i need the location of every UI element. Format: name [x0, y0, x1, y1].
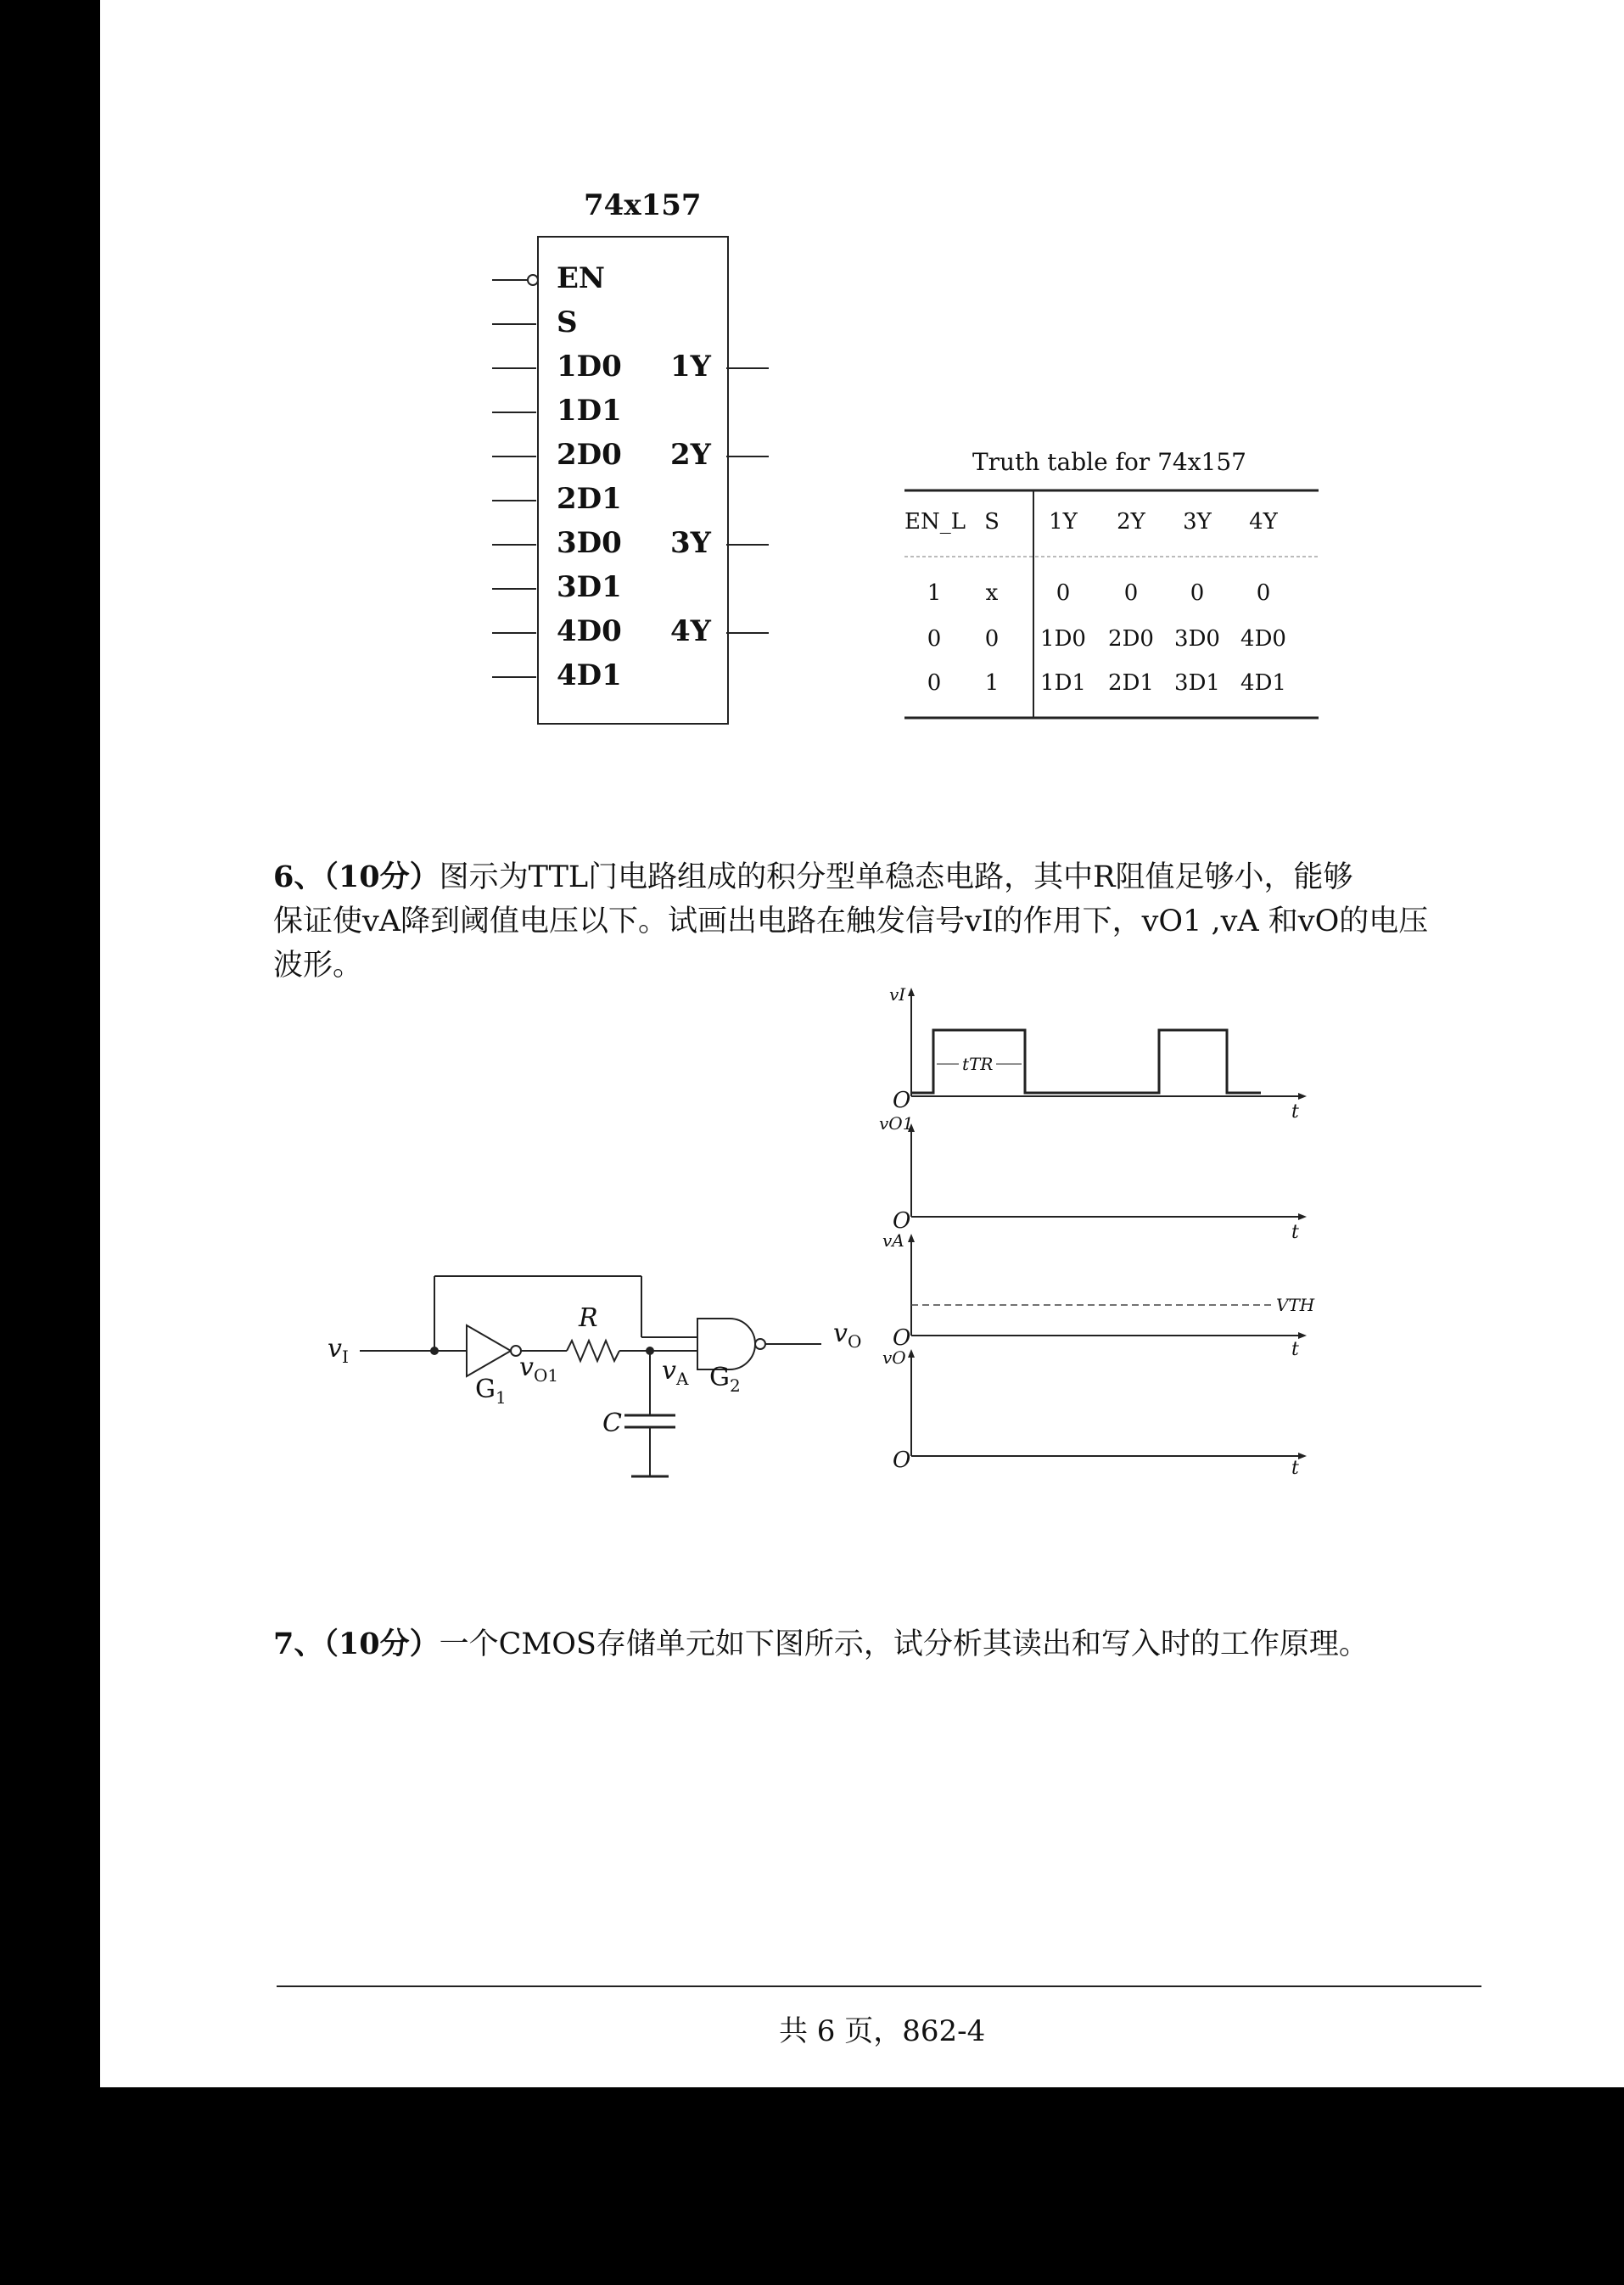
origin-label: O — [893, 1448, 911, 1473]
table-cell: 0 — [927, 670, 942, 696]
pulse-width-label: tTR — [962, 1054, 994, 1074]
table-cell: 1 — [927, 580, 942, 606]
exam-page — [100, 0, 1624, 2087]
pin-3d1: 3D1 — [557, 570, 622, 604]
pin-1d0: 1D0 — [557, 350, 622, 384]
origin-label: O — [893, 1325, 911, 1351]
question-number: 7、 — [273, 1627, 324, 1661]
pin-1d1: 1D1 — [557, 394, 622, 428]
origin-label: O — [893, 1208, 911, 1234]
label-va: $v_A$ — [662, 1356, 689, 1389]
threshold-label: VTH — [1276, 1295, 1315, 1315]
table-cell: 4D0 — [1240, 626, 1286, 652]
header-3y: 3Y — [1183, 509, 1212, 535]
chip-title: 74x157 — [584, 188, 702, 222]
question-text: 图示为TTL门电路组成的积分型单稳态电路，其中R阻值足够小，能够 — [439, 860, 1353, 894]
table-cell: 0 — [1256, 580, 1271, 606]
active-low-bubble-icon — [528, 275, 538, 285]
waveform-diagram — [874, 984, 1332, 1493]
pin-4d1: 4D1 — [557, 658, 622, 692]
footer-rule — [277, 1985, 1481, 1987]
table-cell: 0 — [984, 626, 1000, 652]
table-cell: 3D0 — [1174, 626, 1220, 652]
header-s: S — [984, 509, 1000, 535]
question-6 — [273, 855, 1478, 988]
origin-label: O — [893, 1088, 911, 1113]
label-r: R — [579, 1303, 598, 1333]
axis-label-t: t — [1291, 1101, 1299, 1123]
table-cell: 0 — [927, 626, 942, 652]
label-vi: $v_I$ — [328, 1334, 349, 1367]
table-cell: 1D0 — [1040, 626, 1086, 652]
table-cell: 1 — [984, 670, 1000, 696]
pin-3y: 3Y — [670, 526, 711, 560]
pin-4y: 4Y — [670, 614, 711, 648]
axis-label-va: vA — [882, 1230, 904, 1251]
pin-2y: 2Y — [670, 438, 711, 472]
inverter-icon — [467, 1325, 511, 1376]
table-cell: 0 — [1190, 580, 1205, 606]
pin-s: S — [557, 305, 578, 339]
table-cell: 0 — [1056, 580, 1071, 606]
axis-label-t: t — [1291, 1458, 1299, 1479]
axis-label-vi: vI — [889, 984, 906, 1005]
axis-label-vo1: vO1 — [879, 1113, 914, 1134]
table-cell: 0 — [1123, 580, 1139, 606]
question-points: （10分） — [323, 1627, 440, 1661]
pin-1y: 1Y — [670, 350, 711, 384]
nand-gate-icon — [697, 1319, 755, 1369]
table-cell: x — [985, 580, 999, 606]
label-g2: $G_2$ — [709, 1363, 741, 1396]
axis-label-vo: vO — [882, 1347, 906, 1368]
pin-2d1: 2D1 — [557, 482, 622, 516]
resistor-icon — [567, 1341, 619, 1361]
table-cell: 2D1 — [1108, 670, 1154, 696]
pin-4d0: 4D0 — [557, 614, 622, 648]
question-number: 6、 — [273, 860, 324, 894]
question-6-line1 — [273, 855, 1478, 899]
question-7 — [273, 1622, 1478, 1666]
label-g1: $G_1$ — [475, 1375, 507, 1408]
table-cell: 1D1 — [1040, 670, 1086, 696]
header-4y: 4Y — [1249, 509, 1278, 535]
pin-3d0: 3D0 — [557, 526, 622, 560]
axis-label-t: t — [1291, 1339, 1299, 1360]
header-en-l: EN_L — [904, 509, 966, 535]
table-cell: 4D1 — [1240, 670, 1286, 696]
table-cell: 2D0 — [1108, 626, 1154, 652]
truth-table-title: Truth table for 74x157 — [972, 448, 1246, 476]
pin-2d0: 2D0 — [557, 438, 622, 472]
label-c: C — [602, 1409, 622, 1438]
page-footer: 共 6 页，862-4 — [779, 2014, 986, 2048]
header-1y: 1Y — [1049, 509, 1078, 535]
monostable-circuit — [314, 1264, 874, 1493]
axis-label-t: t — [1291, 1222, 1299, 1243]
table-cell: 3D1 — [1174, 670, 1220, 696]
label-vo: $v_O$ — [833, 1319, 862, 1352]
header-2y: 2Y — [1117, 509, 1145, 535]
label-vo1: $v_{O1}$ — [519, 1353, 559, 1386]
question-6-line2: 保证使vA降到阈值电压以下。试画出电路在触发信号vI的作用下，vO1 ,vA 和vO的电压 — [273, 904, 1429, 938]
question-6-line3: 波形。 — [273, 949, 363, 983]
question-points: （10分） — [323, 860, 440, 894]
pin-en: EN — [557, 261, 605, 295]
question-text: 一个CMOS存储单元如下图所示，试分析其读出和写入时的工作原理。 — [439, 1627, 1369, 1661]
chip-pins — [492, 246, 781, 704]
